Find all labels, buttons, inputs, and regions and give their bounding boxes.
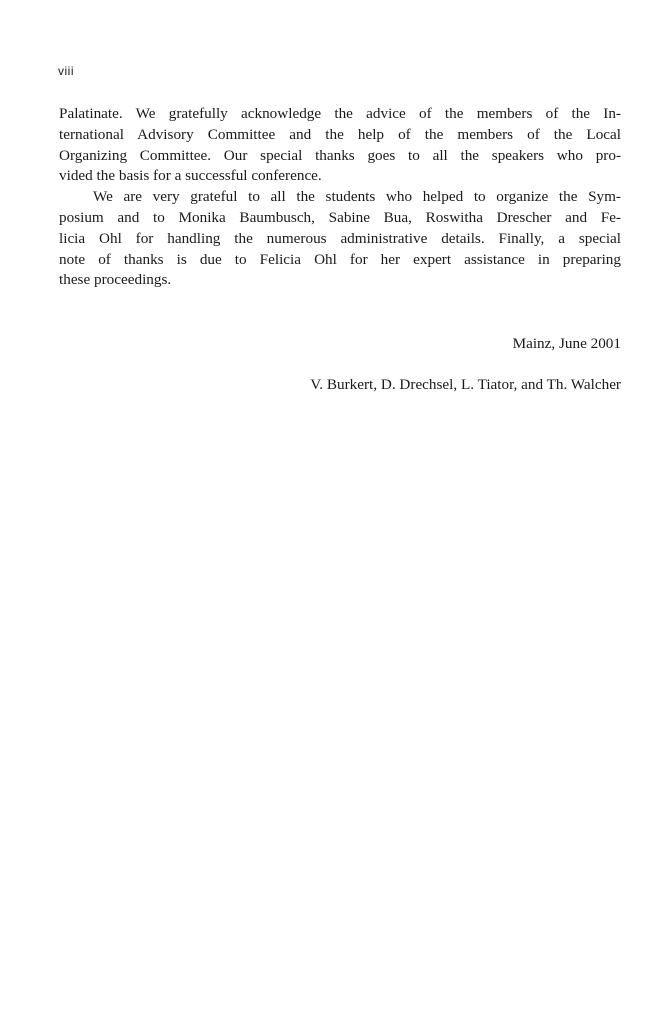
text-line: licia Ohl for handling the numerous administrative details. Finally, a special <box>59 229 621 247</box>
text-line: ternational Advisory Committee and the help of the members of the Local <box>59 125 621 143</box>
body-text <box>59 104 621 291</box>
text-line: vided the basis for a successful conference. <box>59 167 322 185</box>
authors: V. Burkert, D. Drechsel, L. Tiator, and Th. Walcher <box>310 376 621 393</box>
text-line: posium and to Monika Baumbusch, Sabine Bua, Roswitha Drescher and Fe- <box>59 208 621 226</box>
text-line: Palatinate. We gratefully acknowledge the advice of the members of the In- <box>59 105 621 122</box>
text-line: Organizing Committee. Our special thanks goes to all the speakers who pro- <box>59 146 621 164</box>
text-line: note of thanks is due to Felicia Ohl for her expert assistance in preparing <box>59 250 621 268</box>
page-number: viii <box>58 64 74 78</box>
text-line: these proceedings. <box>59 271 172 289</box>
place-date: Mainz, June 2001 <box>512 335 621 352</box>
text-line: We are very grateful to all the students who helped to organize the Sym- <box>93 188 621 206</box>
